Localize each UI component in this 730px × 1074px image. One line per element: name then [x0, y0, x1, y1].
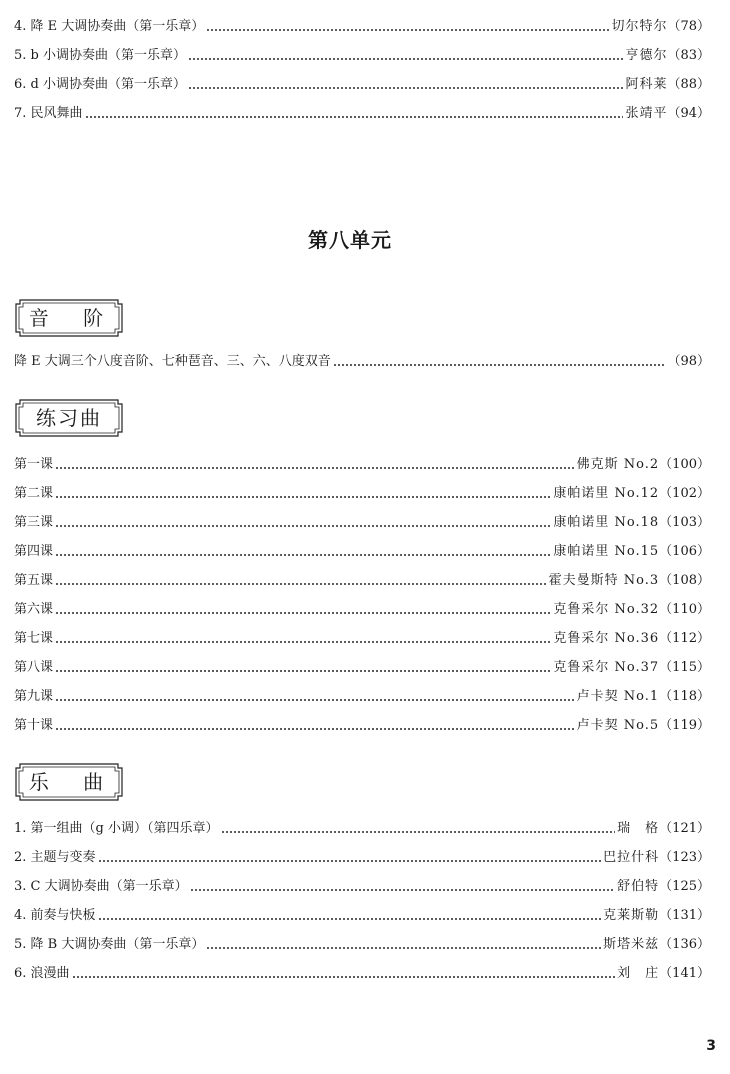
dot-leader [55, 628, 551, 650]
entry-title: 第二课 [14, 486, 54, 501]
entry-author: 卢卡契 No.1 [576, 689, 660, 704]
toc-entry[interactable] [14, 45, 710, 67]
section-label-pieces [14, 762, 124, 802]
entry-title: 7. 民风舞曲 [14, 106, 83, 121]
entry-page: （103） [659, 515, 710, 530]
section-label-etudes [14, 398, 124, 438]
entry-author: 阿科莱 [625, 77, 668, 92]
dot-leader [333, 351, 666, 373]
entry-page: （83） [667, 48, 710, 63]
dot-leader [55, 599, 551, 621]
entry-author: 康帕诺里 No.18 [553, 515, 660, 530]
entry-author: 刘 庄 [617, 966, 660, 981]
entry-title: 第七课 [14, 631, 54, 646]
dot-leader [206, 16, 609, 38]
unit-title: 第八单元 [308, 228, 392, 252]
entry-page: （78） [667, 19, 710, 34]
toc-entry[interactable] [14, 16, 710, 38]
entry-title: 5. 降 B 大调协奏曲（第一乐章） [14, 937, 205, 952]
dot-leader [206, 934, 601, 956]
toc-entry[interactable] [14, 847, 710, 869]
toc-entry[interactable] [14, 454, 710, 476]
entry-page: （115） [659, 660, 710, 675]
entry-title: 第九课 [14, 689, 54, 704]
entry-page: （100） [659, 457, 710, 472]
entry-author: 卢卡契 No.5 [576, 718, 660, 733]
entry-page: （106） [659, 544, 710, 559]
entry-author: 佛克斯 No.2 [576, 457, 660, 472]
dot-leader [98, 905, 602, 927]
dot-leader [85, 103, 624, 125]
dot-leader [188, 74, 623, 96]
entry-page: （88） [667, 77, 710, 92]
entry-title: 第一课 [14, 457, 54, 472]
entry-page: （121） [659, 821, 710, 836]
entry-author: 康帕诺里 No.12 [553, 486, 660, 501]
dot-leader [55, 512, 551, 534]
toc-entry[interactable] [14, 351, 710, 373]
entry-author: 斯塔米兹 [603, 937, 660, 952]
entry-title: 第十课 [14, 718, 54, 733]
entry-page: （94） [667, 106, 710, 121]
entry-title: 6. 浪漫曲 [14, 966, 70, 981]
entry-title: 第四课 [14, 544, 54, 559]
entry-title: 2. 主题与变奏 [14, 850, 96, 865]
toc-entry[interactable] [14, 628, 710, 650]
entry-title: 第五课 [14, 573, 54, 588]
entry-page: （118） [659, 689, 710, 704]
toc-entry[interactable] [14, 512, 710, 534]
entry-page: （102） [659, 486, 710, 501]
entry-author: 克莱斯勒 [603, 908, 660, 923]
entry-page: （123） [659, 850, 710, 865]
dot-leader [55, 541, 551, 563]
entry-page: （98） [667, 354, 710, 369]
entry-author: 亨德尔 [625, 48, 668, 63]
toc-entry[interactable] [14, 599, 710, 621]
entry-title: 6. d 小调协奏曲（第一乐章） [14, 77, 186, 92]
entry-title: 3. C 大调协奏曲（第一乐章） [14, 879, 188, 894]
toc-entry[interactable] [14, 715, 710, 737]
dot-leader [188, 45, 623, 67]
entry-page: （125） [659, 879, 710, 894]
entry-author: 切尔特尔 [611, 19, 668, 34]
section-label-text: 练习曲 [36, 406, 102, 430]
section-label-text: 乐 曲 [28, 770, 118, 794]
entry-author: 霍夫曼斯特 No.3 [548, 573, 660, 588]
dot-leader [55, 483, 551, 505]
entry-title: 5. b 小调协奏曲（第一乐章） [14, 48, 186, 63]
entry-author: 克鲁采尔 No.32 [553, 602, 660, 617]
toc-entry[interactable] [14, 905, 710, 927]
entry-author: 康帕诺里 No.15 [553, 544, 660, 559]
section-label-text: 音 阶 [28, 306, 118, 330]
entry-author: 克鲁采尔 No.36 [553, 631, 660, 646]
toc-entry[interactable] [14, 541, 710, 563]
entry-page: （141） [659, 966, 710, 981]
toc-entry[interactable] [14, 876, 710, 898]
entry-page: （136） [659, 937, 710, 952]
entry-title: 第三课 [14, 515, 54, 530]
toc-entry[interactable] [14, 103, 710, 125]
entry-author: 舒伯特 [617, 879, 660, 894]
entry-author: 瑞 格 [617, 821, 660, 836]
entry-page: （108） [659, 573, 710, 588]
toc-entry[interactable] [14, 657, 710, 679]
entry-title: 第六课 [14, 602, 54, 617]
entry-title: 降 E 大调三个八度音阶、七种琶音、三、六、八度双音 [14, 354, 331, 369]
entry-author: 张靖平 [625, 106, 668, 121]
entry-page: （131） [659, 908, 710, 923]
entry-author: 巴拉什科 [603, 850, 660, 865]
entry-author: 克鲁采尔 No.37 [553, 660, 660, 675]
dot-leader [55, 454, 575, 476]
entry-title: 4. 降 E 大调协奏曲（第一乐章） [14, 19, 205, 34]
section-label-scales [14, 298, 124, 338]
dot-leader [55, 570, 547, 592]
entry-title: 第八课 [14, 660, 54, 675]
entry-page: （112） [659, 631, 710, 646]
entry-title: 1. 第一组曲（g 小调）（第四乐章） [14, 821, 219, 836]
dot-leader [221, 818, 616, 840]
entry-title: 4. 前奏与快板 [14, 908, 96, 923]
toc-entry[interactable] [14, 483, 710, 505]
dot-leader [55, 715, 575, 737]
toc-entry[interactable] [14, 963, 710, 985]
toc-entry[interactable] [14, 570, 710, 592]
entry-page: （119） [659, 718, 710, 733]
dot-leader [55, 686, 575, 708]
dot-leader [98, 847, 602, 869]
toc-entry[interactable] [14, 74, 710, 96]
dot-leader [55, 657, 551, 679]
dot-leader [72, 963, 616, 985]
toc-entry[interactable] [14, 686, 710, 708]
page-number: 3 [706, 1038, 716, 1054]
toc-entry[interactable] [14, 818, 710, 840]
entry-page: （110） [659, 602, 710, 617]
dot-leader [190, 876, 616, 898]
toc-entry[interactable] [14, 934, 710, 956]
